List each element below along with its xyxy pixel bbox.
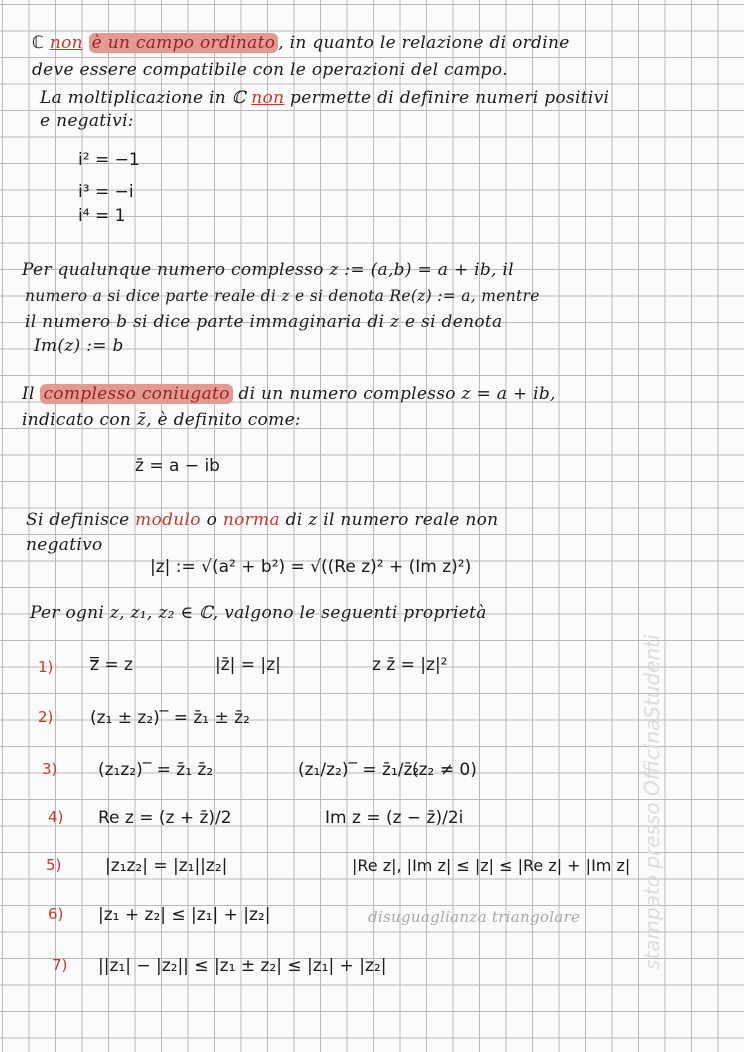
line-p2-3: il numero b si dice parte immaginaria di z e si denota xyxy=(25,312,503,332)
prop-number-5: 5) xyxy=(46,856,62,874)
prop-1-product-conjugate: z z̄ = |z|² xyxy=(372,655,448,675)
highlight-ordered-field: è un campo ordinato xyxy=(89,33,279,53)
prop-6-note: disuguaglianza triangolare xyxy=(368,908,581,926)
eq-i-fourth: i⁴ = 1 xyxy=(78,206,126,226)
text-si-definisce: Si definisce xyxy=(26,510,130,530)
prop-4-real-part: Re z = (z + z̄)/2 xyxy=(98,808,232,828)
line-p3-1 xyxy=(22,384,556,404)
text-ordine: , in quanto le relazione di ordine xyxy=(278,33,570,53)
line-p1-3 xyxy=(40,88,609,108)
highlight-complex-conjugate: complesso coniugato xyxy=(40,384,232,404)
line-p2-1: Per qualunque numero complesso z := (a,b) = a + ib, il xyxy=(22,260,514,280)
line-p4-1 xyxy=(26,510,498,530)
text-conjugate-def: di un numero complesso z = a + ib, xyxy=(238,384,556,404)
line-p1-1 xyxy=(32,33,570,53)
prop-number-7: 7) xyxy=(52,956,68,974)
text-il: Il xyxy=(22,384,35,404)
watermark: stampato presso OfficinaStudenti xyxy=(640,634,664,970)
word-non-highlight: non xyxy=(49,33,83,53)
properties-intro: Per ogni z, z₁, z₂ ∈ ℂ, valgono le seguenti proprietà xyxy=(30,603,487,623)
prop-6-triangle-inequality: |z₁ + z₂| ≤ |z₁| + |z₂| xyxy=(98,905,271,925)
text-moltiplicazione: La moltiplicazione in ℂ xyxy=(40,88,246,108)
word-modulo: modulo xyxy=(135,510,201,530)
eq-i-cubed: i³ = −i xyxy=(78,182,134,202)
prop-1-modulus-conjugate: |z̄| = |z| xyxy=(215,655,281,675)
prop-number-2: 2) xyxy=(38,708,54,726)
word-norma: norma xyxy=(222,510,280,530)
prop-5-bounds: |Re z|, |Im z| ≤ |z| ≤ |Re z| + |Im z| xyxy=(352,856,631,875)
text-permette: permette di definire numeri positivi xyxy=(290,88,610,108)
prop-number-6: 6) xyxy=(48,905,64,923)
prop-3-quotient-conjugate: (z₁/z₂)‾ = z̄₁/z̄₂ xyxy=(298,760,420,780)
prop-7-reverse-triangle: ||z₁| − |z₂|| ≤ |z₁ ± z₂| ≤ |z₁| + |z₂| xyxy=(98,956,387,976)
line-p1-2: deve essere compatibile con le operazioni del campo. xyxy=(32,60,508,80)
prop-4-imag-part: Im z = (z − z̄)/2i xyxy=(325,808,464,828)
line-p1-4: e negativi: xyxy=(40,111,134,131)
prop-number-4: 4) xyxy=(48,808,64,826)
prop-number-3: 3) xyxy=(42,760,58,778)
prop-3-product-conjugate: (z₁z₂)‾ = z̄₁ z̄₂ xyxy=(98,760,214,780)
text-numero-reale: di z il numero reale non xyxy=(285,510,499,530)
word-non-underlined: non xyxy=(251,88,285,108)
eq-i-squared: i² = −1 xyxy=(78,150,140,170)
line-p4-2: negativo xyxy=(26,535,103,555)
word-o: o xyxy=(206,510,218,530)
complex-set-symbol: ℂ xyxy=(32,33,45,53)
prop-5-product-modulus: |z₁z₂| = |z₁||z₂| xyxy=(105,856,228,876)
line-p2-2: numero a si dice parte reale di z e si denota Re(z) := a, mentre xyxy=(25,287,540,305)
line-p2-4: Im(z) := b xyxy=(34,336,124,356)
prop-3-condition: (z₂ ≠ 0) xyxy=(412,760,477,780)
prop-1-double-conjugate: z̿ = z xyxy=(90,655,133,675)
prop-2-sum-conjugate: (z₁ ± z₂)‾ = z̄₁ ± z̄₂ xyxy=(90,708,250,728)
prop-number-1: 1) xyxy=(38,658,54,676)
line-p3-2: indicato con z̄, è definito come: xyxy=(22,410,301,430)
eq-modulus: |z| := √(a² + b²) = √((Re z)² + (Im z)²) xyxy=(150,557,472,577)
eq-conjugate: z̄ = a − ib xyxy=(135,456,220,476)
